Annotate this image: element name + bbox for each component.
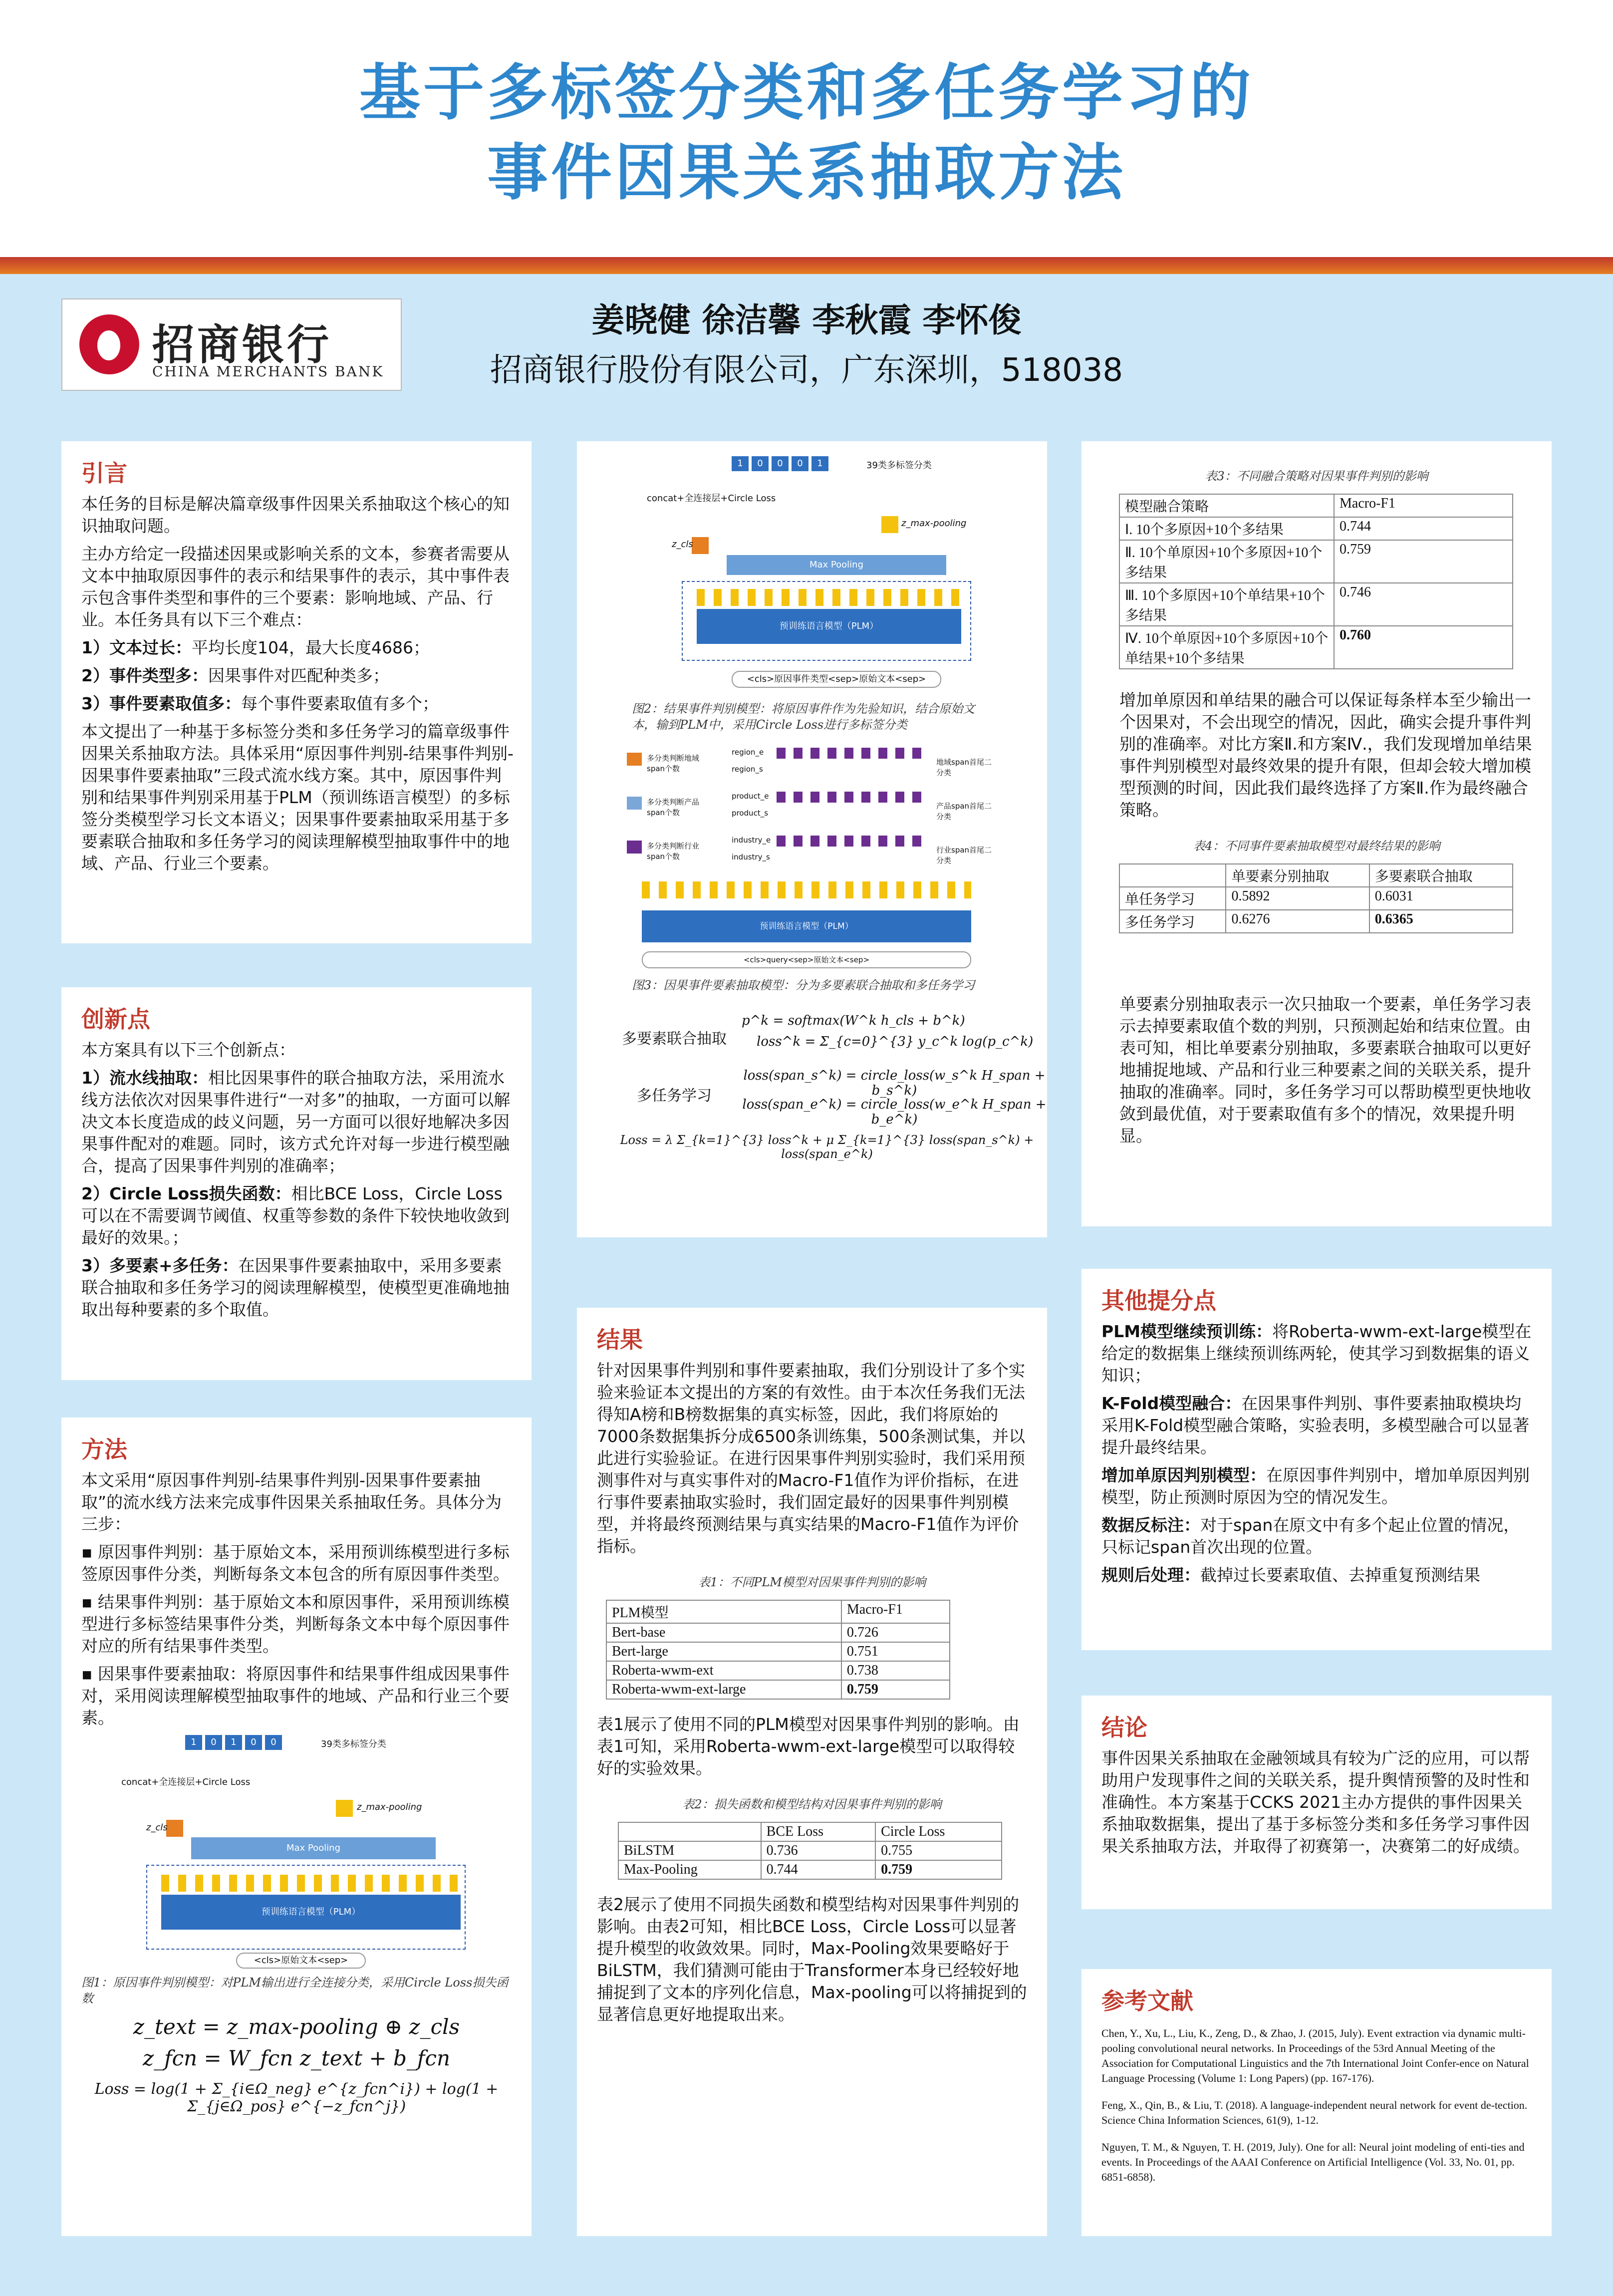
other-panel — [1081, 1269, 1552, 1650]
difficulty-1: 1）文本过长：平均长度104，最大长度4686； — [81, 638, 430, 657]
difficulty-2: 2）事件类型多：因果事件对匹配种类多； — [81, 666, 389, 685]
region-squares — [777, 748, 926, 778]
method-bullet-3: ▪ 因果事件要素抽取：将原因事件和结果事件组成因果事件对，采用阅读理解模型抽取事件的地域、产品和行业三个要素。 — [81, 1664, 510, 1727]
table-row: 单要素分别抽取 多要素联合抽取 — [1119, 864, 1513, 887]
input-box-1: <cls>原始文本<sep> — [236, 1953, 366, 1969]
intro-panel — [61, 441, 532, 943]
eq-2: z_fcn = W_fcn z_text + b_fcn — [142, 2046, 451, 2070]
conclusion-p1: 事件因果关系抽取在金融领域具有较为广泛的应用，可以帮助用户发现事件之间的关联关系，提升舆情预警的及时性和准确性。本方案基于CCKS 2021主办方提供的事件因果关系抽取数据集，提出了基于多标签分类和多任务学习事件因果关系抽取方法，并取得了初赛第一，决赛第二的好成绩。 — [1101, 1748, 1530, 1856]
table-row: BCE Loss Circle Loss — [618, 1822, 1002, 1841]
difficulty-3: 3）事件要素取值多：每个事件要素取值有多个； — [81, 694, 439, 713]
product-s-label: product_s — [732, 809, 769, 818]
industry-squares — [777, 836, 926, 865]
maxpool-box-2: Max Pooling — [727, 555, 946, 575]
table-row: PLM模型 Macro-F1 — [606, 1600, 950, 1623]
fusion-p2: 单要素分别抽取表示一次只抽取一个要素，单任务学习表示去掉要素取值个数的判别，只预测起始和结束位置。由表可知，相比单要素分别抽取，多要素联合抽取可以更好地捕捉地域、产品和行业三种要素之间的关联关系，提升抽取的准确率。同时，多任务学习可以帮助模型更快地收敛到最优值，对于要素取值有多个的情况，效果提升明显。 — [1119, 994, 1531, 1146]
zmax-box-2 — [881, 516, 898, 533]
token-row — [161, 1875, 461, 1892]
out-1-label: 地域span首尾二分类 — [936, 758, 992, 777]
labels-top: 39类多标签分类 — [321, 1739, 386, 1749]
other-1: PLM模型继续预训练：将Roberta-wwm-ext-large模型在给定的数据集上继续预训练两轮，使其学习到数据集的语义知识； — [1101, 1322, 1532, 1385]
innovation-intro: 本方案具有以下三个创新点： — [81, 1040, 295, 1060]
input-box-2: <cls>原因事件类型<sep>原始文本<sep> — [732, 671, 941, 688]
table-row: Bert-base 0.726 — [606, 1623, 950, 1642]
eq-b: loss^k = Σ_{c=0}^{3} y_c^k log(p_c^k) — [757, 1034, 1034, 1049]
innovation-1: 1）流水线抽取：相比因果事件的联合抽取方法，采用流水线方法依次对因果事件进行“一对多”的抽取，一方面可以解决文本长度造成的歧义问题，另一方面可以很好地解决多因果事件配对的难题。同时，该方式允许对每一步进行模型融合，提高了因果事件判别的准确率； — [81, 1068, 511, 1175]
method-bullet-1: ▪ 原因事件判别：基于原始文本，采用预训练模型进行多标签原因事件分类，判断每条文本包含的所有原因事件类型。 — [81, 1542, 510, 1584]
innovation-2: 2）Circle Loss损失函数：相比BCE Loss，Circle Loss可以在不需要调节阈值、权重等参数的条件下较快地收敛到最好的效果。； — [81, 1184, 510, 1247]
task-icon-2 — [627, 797, 642, 810]
method-bullet-2: ▪ 结果事件判别：基于原始文本和原因事件，采用预训练模型进行多标签结果事件分类，判断每条文本中每个原因事件对应的所有结果事件类型。 — [81, 1592, 510, 1656]
region-s-label: region_s — [732, 765, 763, 774]
table-row: Max-Pooling 0.744 0.759 — [618, 1860, 1002, 1879]
table-3 — [1119, 494, 1513, 669]
header — [0, 0, 1613, 257]
table-row: 多任务学习 0.6276 0.6365 — [1119, 910, 1513, 933]
eq-1: z_text = z_max-pooling ⊕ z_cls — [133, 2014, 460, 2039]
innovation-panel — [61, 987, 532, 1380]
industry-s-label: industry_s — [732, 853, 770, 861]
token-row-3 — [642, 881, 971, 898]
figure-1-caption: 图1：原因事件判别模型：对PLM输出进行全连接分类，采用Circle Loss损失函数 — [81, 1976, 509, 2006]
method-p1: 本文采用“原因事件判别-结果事件判别-因果事件要素抽取”的流水线方法来完成事件因果关系抽取任务。具体分为三步： — [81, 1470, 502, 1534]
table-row: Ⅳ. 10个单原因+10个多原因+10个单结果+10个多结果 0.760 — [1119, 626, 1513, 669]
eq-3: Loss = log(1 + Σ_{i∈Ω_neg} e^{z_fcn^i}) + log(1 + Σ_{j∈Ω_pos} e^{−z_fcn^j}) — [94, 2080, 499, 2115]
method-heading: 方法 — [81, 1436, 127, 1463]
zcls-label: z_cls — [146, 1822, 168, 1833]
concat-label: concat+全连接层+Circle Loss — [121, 1777, 251, 1787]
table-row: Bert-large 0.751 — [606, 1642, 950, 1661]
references-heading: 参考文献 — [1101, 1988, 1193, 2014]
product-e-label: product_e — [732, 792, 769, 801]
eq-a: p^k = softmax(W^k h_cls + b^k) — [742, 1013, 965, 1028]
label-mtl: 多任务学习 — [637, 1087, 712, 1105]
other-5: 规则后处理：截掉过长要素取值、去掉重复预测结果 — [1101, 1565, 1480, 1585]
logo-en-text: CHINA MERCHANTS BANK — [152, 363, 384, 380]
region-e-label: region_e — [732, 748, 764, 757]
plm-box: 预训练语言模型（PLM） — [161, 1895, 461, 1930]
plm-box-2: 预训练语言模型（PLM） — [697, 609, 961, 644]
zmax-label-2: z_max-pooling — [901, 518, 967, 529]
intro-heading: 引言 — [81, 460, 127, 487]
out-3-label: 行业span首尾二分类 — [936, 846, 992, 865]
other-heading: 其他提分点 — [1101, 1287, 1216, 1314]
out-2-label: 产品span首尾二分类 — [936, 802, 992, 821]
table-row: Ⅲ. 10个多原因+10个单结果+10个多结果 0.746 — [1119, 583, 1513, 626]
other-3: 增加单原因判别模型：在原因事件判别中，增加单原因判别模型，防止预测时原因为空的情况发生。 — [1101, 1465, 1530, 1507]
figure-1 — [121, 1735, 481, 1970]
results-p2: 表1展示了使用不同的PLM模型对因果事件判别的影响。由表1可知，采用Roberta-wwm-ext-large模型可以取得较好的实验效果。 — [597, 1715, 1020, 1778]
fig3-equations — [577, 1008, 1047, 1173]
zcls-box — [166, 1820, 183, 1837]
zcls-label-2: z_cls — [672, 539, 693, 550]
other-2: K-Fold模型融合：在因果事件判别、事件要素抽取模块均采用K-Fold模型融合策略，实验表明，多模型融合可以显著提升最终结果。 — [1101, 1394, 1530, 1457]
task-icon-3 — [627, 841, 642, 854]
maxpool-box: Max Pooling — [191, 1837, 436, 1859]
fusion-panel — [1081, 441, 1552, 1226]
figure-2-caption: 图2：结果事件判别模型：将原因事件作为先验知识，结合原始文本，输到PLM中，采用Circle Loss进行多标签分类 — [632, 702, 975, 732]
industry-e-label: industry_e — [732, 836, 771, 845]
task-icon-1 — [627, 753, 642, 766]
token-row-2 — [697, 589, 961, 606]
references-panel — [1081, 1969, 1552, 2236]
table-row: Ⅰ. 10个多原因+10个多结果 0.744 — [1119, 517, 1513, 540]
results-panel — [577, 1308, 1047, 2236]
table-row: BiLSTM 0.736 0.755 — [618, 1841, 1002, 1860]
reference-1: Chen, Y., Xu, L., Liu, K., Zeng, D., & Zhao, J. (2015, July). Event extraction via dynamic multi-pooling convolutional neural networks. In Proceedings of the 53rd Annual Meeting of the Association for Computational Linguistics and the 7th International Joint Confer-ence on Natural Language Processing (Volume 1: Long Papers) (pp. 167-176). — [1101, 2027, 1529, 2084]
intro-p1: 本任务的目标是解决篇章级事件因果关系抽取这个核心的知识抽取问题。 — [81, 494, 510, 536]
reference-3: Nguyen, T. M., & Nguyen, T. H. (2019, July). One for all: Neural joint modeling of enti-ties and events. In Proceedings of the AAAI Conference on Artificial Intelligence (Vol. 33, No. 01, pp. 6851-6858). — [1101, 2141, 1525, 2183]
eq-d: loss(span_e^k) = circle_loss(w_e^k H_span + b_e^k) — [742, 1097, 1047, 1127]
product-squares — [777, 792, 926, 822]
table-3-caption: 表3：不同融合策略对因果事件判别的影响 — [1205, 469, 1428, 483]
label-multi: 多要素联合抽取 — [622, 1030, 727, 1048]
innovation-3: 3）多要素+多任务：在因果事件要素抽取中，采用多要素联合抽取和多任务学习的阅读理解模型，使模型更准确地抽取出每种要素的多个取值。 — [81, 1256, 510, 1319]
eq-c: loss(span_s^k) = circle_loss(w_s^k H_span + b_s^k) — [743, 1068, 1046, 1098]
header-stripe — [0, 257, 1613, 274]
input-box-3: <cls>query<sep>原始文本<sep> — [642, 951, 971, 968]
intro-p2: 主办方给定一段描述因果或影响关系的文本，参赛者需要从文本中抽取原因事件的表示和结果事件的表示，其中事件表示包含事件类型和事件的三个要素：影响地域、产品、行业。本任务具有以下三个难点： — [81, 544, 510, 629]
task-1-label: 多分类判断地域span个数 — [647, 754, 700, 773]
table-2 — [618, 1822, 1002, 1880]
title-line-2: 事件因果关系抽取方法 — [487, 137, 1126, 208]
zmax-label: z_max-pooling — [357, 1802, 422, 1812]
zcls-box-2 — [692, 537, 709, 554]
logo-cn-text: 招商银行 — [152, 320, 332, 369]
zmax-box — [336, 1800, 353, 1817]
table-4-caption: 表4：不同事件要素抽取模型对最终结果的影响 — [1193, 839, 1440, 853]
table-row: 单任务学习 0.5892 0.6031 — [1119, 887, 1513, 910]
reference-2: Feng, X., Qin, B., & Liu, T. (2018). A language-independent neural network for event de-tection. Science China Information Sciences, 61(9), 1-12. — [1101, 2099, 1528, 2126]
table-row: Ⅱ. 10个单原因+10个多原因+10个多结果 0.759 — [1119, 540, 1513, 583]
figure-3 — [627, 748, 996, 977]
conclusion-heading: 结论 — [1101, 1714, 1147, 1741]
figures-panel — [577, 441, 1047, 1237]
table-row: 模型融合策略 Macro-F1 — [1119, 494, 1513, 517]
authors: 姜晓健 徐洁馨 李秋霞 李怀俊 — [591, 301, 1022, 339]
figure-2 — [632, 456, 991, 701]
fusion-p1: 增加单原因和单结果的融合可以保证每条样本至少输出一个因果对，不会出现空的情况，因此，确实会提升事件判别的准确率。对比方案Ⅱ.和方案Ⅳ.，我们发现增加单结果事件判别模型对最终效果的提升有限，但却会较大增加模型预测的时间，因此我们最终选择了方案Ⅱ.作为最终融合策略。 — [1119, 690, 1532, 820]
task-3-label: 多分类判断行业span个数 — [647, 842, 700, 861]
table-4 — [1119, 863, 1513, 933]
label-bits-2: 1 0 0 0 1 — [732, 456, 828, 471]
task-2-label: 多分类判断产品span个数 — [647, 798, 700, 817]
table-1-caption: 表1：不同PLM模型对因果事件判别的影响 — [698, 1575, 926, 1589]
conclusion-panel — [1081, 1696, 1552, 1909]
labels-top-2: 39类多标签分类 — [866, 460, 932, 471]
eq-e: Loss = λ Σ_{k=1}^{3} loss^k + μ Σ_{k=1}^{3} loss(span_s^k) + loss(span_e^k) — [620, 1133, 1034, 1161]
table-row: Roberta-wwm-ext-large 0.759 — [606, 1680, 950, 1699]
affiliation: 招商银行股份有限公司，广东深圳，518038 — [490, 352, 1123, 389]
label-bits: 1 0 1 0 0 — [185, 1735, 282, 1750]
innovation-heading: 创新点 — [81, 1006, 150, 1033]
results-p1: 针对因果事件判别和事件要素抽取，我们分别设计了多个实验来验证本文提出的方案的有效性。由于本次任务我们无法得知A榜和B榜数据集的真实标签，因此，我们将原始的7000条数据集拆分成6500条训练集，500条测试集，并以此进行实验验证。在进行因果事件判别实验时，我们采用预测事件对与真实事件对的Macro-F1值作为评价指标，在进行事件要素抽取实验时，我们固定最好的因果事件判别模型，并将最终预测结果与真实结果的Macro-F1值作为评价指标。 — [597, 1361, 1025, 1556]
results-heading: 结果 — [597, 1326, 643, 1353]
table-1 — [606, 1600, 950, 1700]
method-panel — [61, 1418, 532, 2236]
title-line-1: 基于多标签分类和多任务学习的 — [359, 57, 1254, 128]
results-p3: 表2展示了使用不同损失函数和模型结构对因果事件判别的影响。由表2可知，相比BCE Loss，Circle Loss可以显著提升模型的收敛效果。同时，Max-Pooling效果要略好于BiLSTM，我们猜测可能由于Transformer本身已经较好地捕捉到了文本的序列化信息，Max-pooling可以将捕捉到的显著信息更好地提取出来。 — [597, 1895, 1027, 2024]
table-2-caption: 表2：损失函数和模型结构对因果事件判别的影响 — [682, 1797, 942, 1811]
other-4: 数据反标注：对于span在原文中有多个起止位置的情况，只标记span首次出现的位置。 — [1101, 1515, 1520, 1557]
intro-p3: 本文提出了一种基于多标签分类和多任务学习的篇章级事件因果关系抽取方法。具体采用“原因事件判别-结果事件判别-因果事件要素抽取”三段式流水线方案。其中，原因事件判别和结果事件判别采用基于PLM（预训练语言模型）的多标签分类模型学习长文本语义；因果事件要素抽取采用基于多要素联合抽取和多任务学习的阅读理解模型抽取事件中的地域、产品、行业三个要素。 — [81, 722, 514, 873]
figure-3-caption: 图3：因果事件要素抽取模型：分为多要素联合抽取和多任务学习 — [632, 978, 975, 992]
concat-label-2: concat+全连接层+Circle Loss — [647, 493, 776, 504]
table-row: Roberta-wwm-ext 0.738 — [606, 1661, 950, 1680]
plm-box-3: 预训练语言模型（PLM） — [642, 910, 971, 942]
